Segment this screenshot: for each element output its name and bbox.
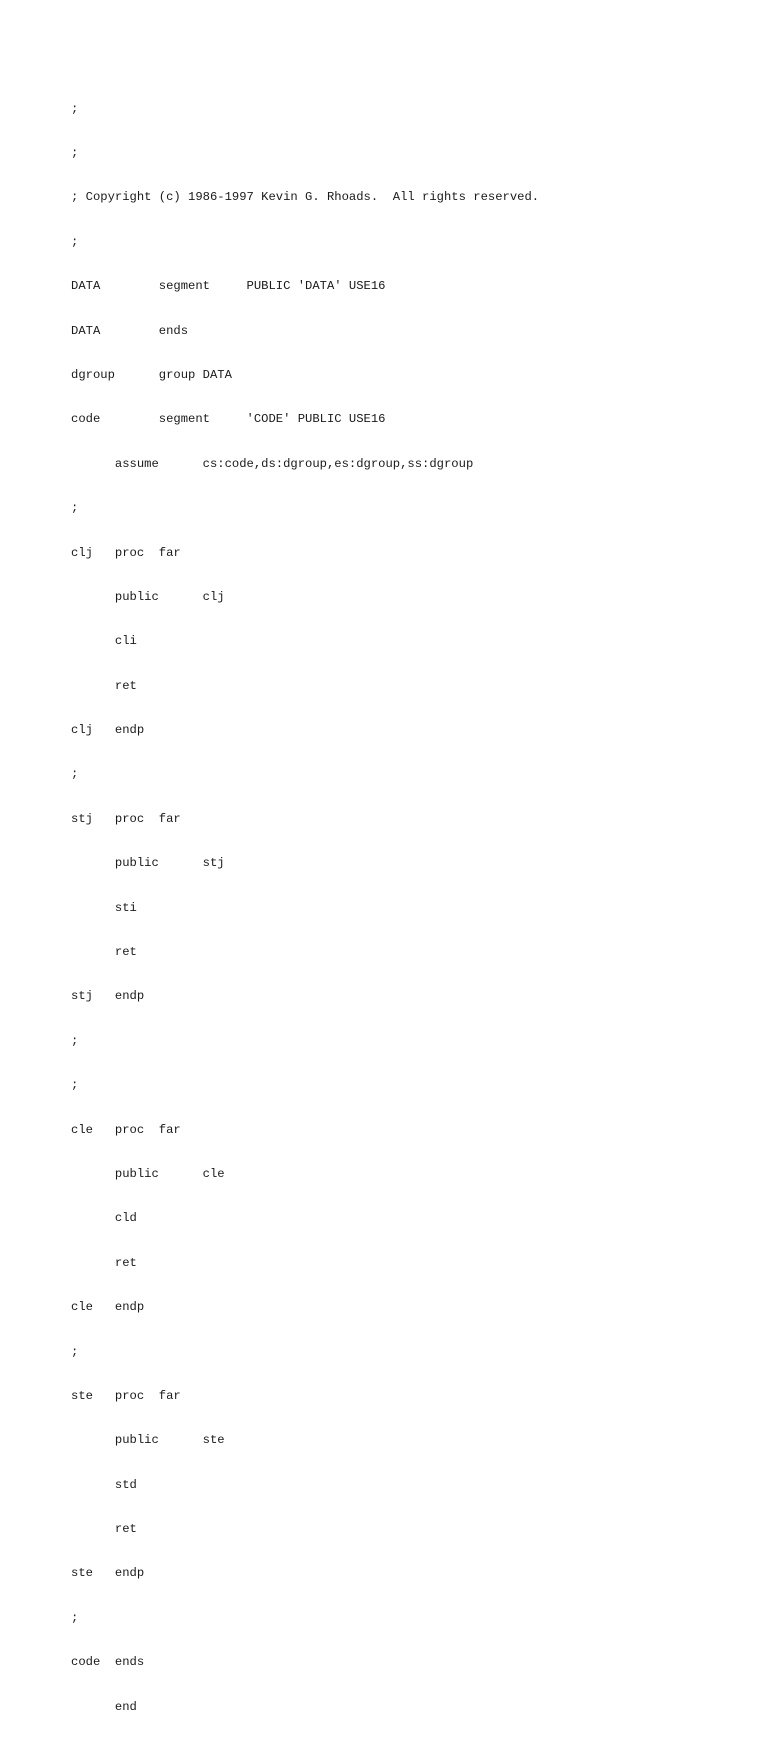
code-line: ;	[71, 234, 79, 249]
code-line: ret	[71, 678, 137, 693]
code-line: end	[71, 1699, 137, 1714]
code-line: cle endp	[71, 1300, 145, 1315]
code-line: public clj	[71, 589, 225, 604]
code-line: ;	[71, 1610, 79, 1625]
code-line: DATA ends	[71, 323, 189, 338]
code-line: stj proc far	[71, 811, 181, 826]
code-line: ret	[71, 945, 137, 960]
code-line: ret	[71, 1255, 137, 1270]
copyright-line: ; Copyright (c) 1986-1997 Kevin G. Rhoads. All rights reserved.	[71, 190, 540, 205]
code-line: ;	[71, 1033, 79, 1048]
code-line: clj proc far	[71, 545, 181, 560]
code-line: public cle	[71, 1166, 225, 1181]
code-line: public stj	[71, 856, 225, 871]
code-line: std	[71, 1477, 137, 1492]
code-line: ret	[71, 1522, 137, 1537]
code-line: stj endp	[71, 989, 145, 1004]
code-line: code ends	[71, 1655, 145, 1670]
assembly-listing	[71, 72, 539, 1744]
code-line: ;	[71, 1344, 79, 1359]
code-line: ;	[71, 145, 79, 160]
code-line: cle proc far	[71, 1122, 181, 1137]
code-line: ;	[71, 767, 79, 782]
code-line: ;	[71, 501, 79, 516]
code-line: public ste	[71, 1433, 225, 1448]
code-line: ste endp	[71, 1566, 145, 1581]
code-line: clj endp	[71, 723, 145, 738]
code-line: code segment 'CODE' PUBLIC USE16	[71, 412, 386, 427]
code-line: ste proc far	[71, 1388, 181, 1403]
code-line: ;	[71, 1078, 79, 1093]
code-line: cld	[71, 1211, 137, 1226]
code-line: assume cs:code,ds:dgroup,es:dgroup,ss:dgroup	[71, 456, 474, 471]
code-line: cli	[71, 634, 137, 649]
code-line: sti	[71, 900, 137, 915]
code-line: dgroup group DATA	[71, 367, 232, 382]
code-line: ;	[71, 101, 79, 116]
code-line: DATA segment PUBLIC 'DATA' USE16	[71, 279, 386, 294]
